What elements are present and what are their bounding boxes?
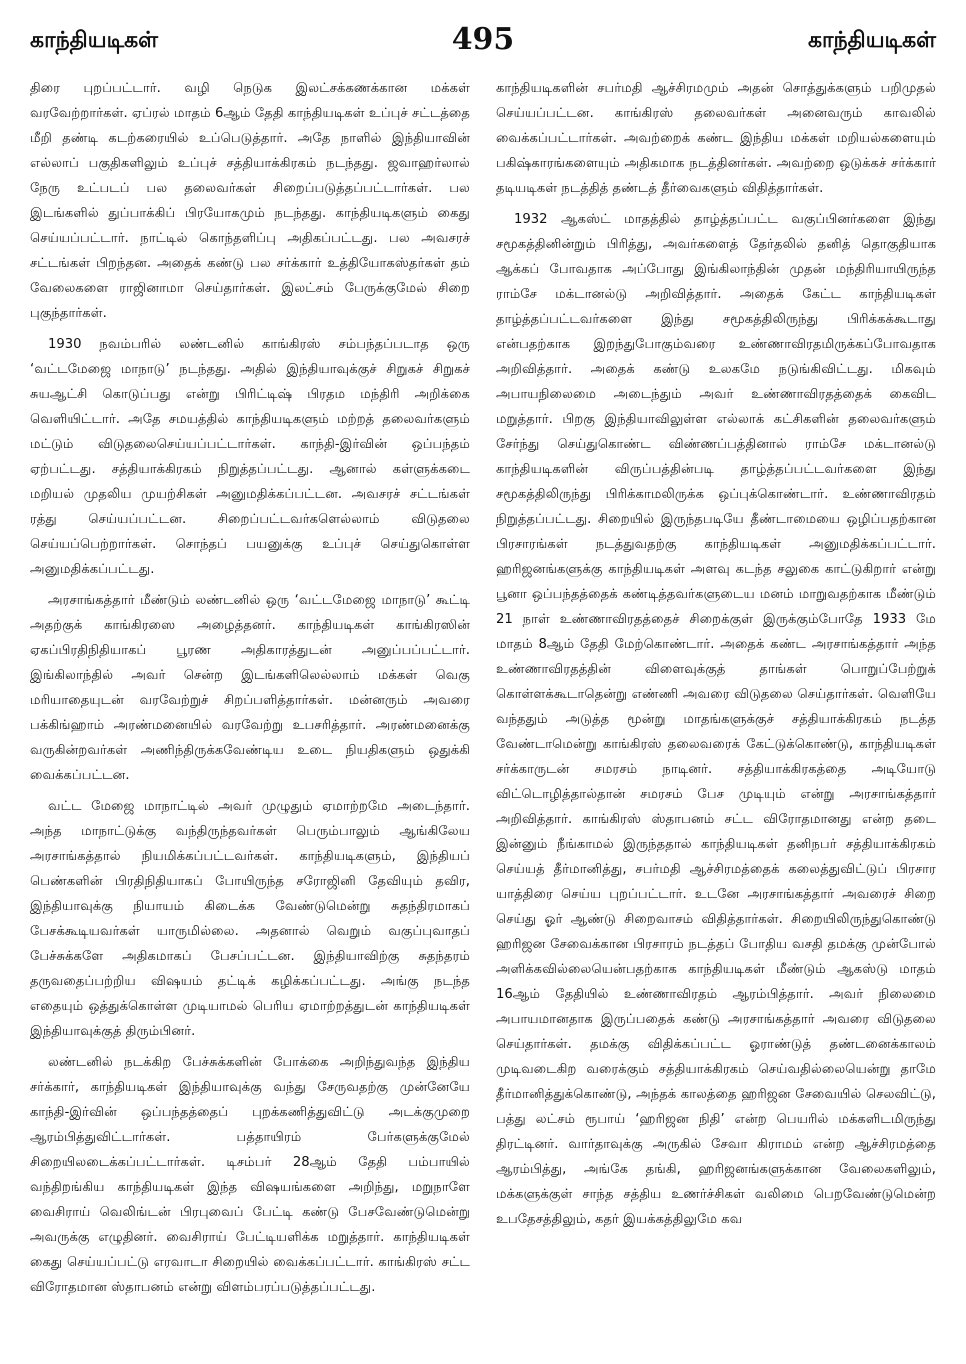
paragraph: 1930 நவம்பரில் லண்டனில் காங்கிரஸ் சம்பந்தப்படாத ஒரு ‘வட்டமேஜை மாநாடு’ நடந்தது. அதில் இந்தியாவுக்குச் சிறுகச் சிறுகச் சுயஆட்சி கொடுப்பது என்று பிரிட்டிஷ் பிரதம மந்திரி அறிக்கை வெளியிட்டார். அதே சமயத்தில் காந்தியடிகளும் மற்றத் தலைவர்களும் மட்டும் விடுதலைசெய்யப்பட்டார்கள். காந்தி-இர்வின் ஒப்பந்தம் ஏற்பட்டது. சத்தியாக்கிரகம் நிறுத்தப்பட்டது. ஆனால் கள்ளுக்கடை மறியல் முதலிய முயற்சிகள் அனுமதிக்கப்பட்டன. அவசரச் சட்டங்கள் ரத்து செய்யப்பட்டன. சிறைப்பட்டவர்களெல்லாம் விடுதலை செய்யப்பெற்றார்கள். சொந்தப் பயனுக்கு உப்புச் செய்துகொள்ள அனுமதிக்கப்பட்டது. xyxy=(30,337,470,577)
paragraph: அரசாங்கத்தார் மீண்டும் லண்டனில் ஒரு ‘வட்டமேஜை மாநாடு’ கூட்டி அதற்குக் காங்கிரஸை அழைத்தனர். காந்தியடிகள் காங்கிரஸின் ஏகப்பிரதிநிதியாகப் பூரண அதிகாரத்துடன் அனுப்பப்பட்டார். இங்கிலாந்தில் அவர் சென்ற இடங்களிலெல்லாம் மக்கள் வெகு மரியாதையுடன் வரவேற்றுச் சிறப்பளித்தார்கள். மன்னரும் அவரை பக்கிங்ஹாம் அரண்மனையில் வரவேற்று உபசரித்தார். அரண்மனைக்கு வருகின்றவர்கள் அணிந்திருக்கவேண்டிய உடை நியதிகளும் ஒதுக்கி வைக்கப்பட்டன. xyxy=(30,593,470,783)
page-number: 495 xyxy=(451,22,515,57)
paragraph: வட்ட மேஜை மாநாட்டில் அவர் முழுதும் ஏமாற்றமே அடைந்தார். அந்த மாநாட்டுக்கு வந்திருந்தவர்கள் பெரும்பாலும் ஆங்கிலேய அரசாங்கத்தால் நியமிக்கப்பட்டவர்கள். காந்தியடிகளும், இந்தியப் பெண்களின் பிரதிநிதியாகப் போயிருந்த சரோஜினி தேவியும் தவிர, இந்தியாவுக்கு நியாயம் கிடைக்க வேண்டுமென்று சுதந்திரமாகப் பேசக்கூடியவர்கள் யாருமில்லை. அதனால் வெறும் வகுப்புவாதப் பேச்சுக்களே அதிகமாகப் பேசப்பட்டன. இந்தியாவிற்கு சுதந்தரம் தருவதைப்பற்றிய விஷயம் தட்டிக் கழிக்கப்பட்டது. அங்கு நடந்த எதையும் ஒத்துக்கொள்ள முடியாமல் பெரிய ஏமாற்றத்துடன் காந்தியடிகள் இந்தியாவுக்குத் திரும்பினர். xyxy=(30,799,470,1039)
running-title-right: காந்தியடிகள் xyxy=(807,28,936,53)
paragraph: காந்தியடிகளின் சபர்மதி ஆச்சிரமமும் அதன் சொத்துக்களும் பறிமுதல் செய்யப்பட்டன. காங்கிரஸ் தலைவர்கள் அனைவரும் காவலில் வைக்கப்பட்டார்கள். அவற்றைக் கண்ட இந்திய மக்கள் மறியல்களையும் பகிஷ்காரங்களையும் அதிகமாக நடத்தினர்கள். அவற்றை ஒடுக்கச் சர்க்கார் தடியடிகள் நடத்தித் தண்டத் தீர்வைகளும் விதித்தார்கள். xyxy=(496,81,936,196)
page-header xyxy=(30,22,936,68)
right-column xyxy=(480,76,936,1364)
left-column xyxy=(30,76,480,1364)
paragraph: திரை புறப்பட்டார். வழி நெடுக இலட்சக்கணக்கான மக்கள் வரவேற்றார்கள். ஏப்ரல் மாதம் 6ஆம் தேதி காந்தியடிகள் உப்புச் சட்டத்தை மீறி தண்டி கடற்கரையில் உப்பெடுத்தார். அதே நாளில் இந்தியாவின் எல்லாப் பகுதிகளிலும் உப்புச் சத்தியாக்கிரகம் நடந்தது. ஜவாஹர்லால் நேரு உட்படப் பல தலைவர்கள் சிறைப்படுத்தப்பட்டார்கள். பல இடங்களில் துப்பாக்கிப் பிரயோகமும் நடந்தது. காந்தியடிகளும் கைது செய்யப்பட்டார். நாட்டில் கொந்தளிப்பு அதிகப்பட்டது. பல அவசரச் சட்டங்கள் பிறந்தன. அதைக் கண்டு பல சர்க்கார் உத்தியோகஸ்தர்கள் தம் வேலைகளை ராஜினாமா செய்தார்கள். இலட்சம் பேருக்குமேல் சிறை புகுந்தார்கள். xyxy=(30,81,470,321)
running-title-left: காந்தியடிகள் xyxy=(30,28,159,53)
paragraph: 1932 ஆகஸ்ட் மாதத்தில் தாழ்த்தப்பட்ட வகுப்பினர்களை இந்து சமூகத்தினின்றும் பிரித்து, அவர்களைத் தேர்தலில் தனித் தொகுதியாக ஆக்கப் போவதாக அப்போது இங்கிலாந்தின் முதன் மந்திரியாயிருந்த ராம்சே மக்டானல்டு அறிவித்தார். அதைக் கேட்ட காந்தியடிகள் தாழ்த்தப்பட்டவர்களை இந்து சமூகத்திலிருந்து பிரிக்கக்கூடாது என்பதற்காக இறந்துபோகும்வரை உண்ணாவிரதமிருக்கப்போவதாக அறிவித்தார். அதைக் கண்டு உலகமே நடுங்கிவிட்டது. மிகவும் அபாயநிலைமை அடைந்தும் அவர் உண்ணாவிரதத்தைக் கைவிட மறுத்தார். பிறகு இந்தியாவிலுள்ள எல்லாக் கட்சிகளின் தலைவர்களும் சேர்ந்து செய்துகொண்ட விண்ணப்பத்தினால் ராம்சே மக்டானல்டு காந்தியடிகளின் விருப்பத்தின்படி தாழ்த்தப்பட்டவர்களை இந்து சமூகத்திலிருந்து பிரிக்காமலிருக்க ஒப்புக்கொண்டார். உண்ணாவிரதம் நிறுத்தப்பட்டது. சிறையில் இருந்தபடியே தீண்டாமையை ஒழிப்பதற்கான பிரசாரங்கள் நடத்துவதற்கு காந்தியடிகள் அனுமதிக்கப்பட்டார். ஹரிஜனங்களுக்கு காந்தியடிகள் அளவு கடந்த சலுகை காட்டுகிறார் என்று பூனா ஒப்பந்தத்தைக் கண்டித்தவர்களுடைய மனம் மாறுவதற்காக மீண்டும் 21 நாள் உண்ணாவிரதத்தைச் சிறைக்குள் இருக்கும்போதே 1933 மே மாதம் 8ஆம் தேதி மேற்கொண்டார். அதைக் கண்ட அரசாங்கத்தார் அந்த உண்ணாவிரதத்தின் விளைவுக்குத் தாங்கள் பொறுப்பேற்றுக் கொள்ளக்கூடாதென்று எண்ணி அவரை விடுதலை செய்தார்கள். வெளியே வந்ததும் அடுத்த மூன்று மாதங்களுக்குச் சத்தியாக்கிரகம் நடத்த வேண்டாமென்று காங்கிரஸ் தலைவரைக் கேட்டுக்கொண்டு, காந்தியடிகள் சர்க்காருடன் சமரசம் நாடினர். சத்தியாக்கிரகத்தை அடியோடு விட்டொழித்தால்தான் சமரசம் பேச முடியும் என்று அரசாங்கத்தார் அறிவித்தார். காங்கிரஸ் ஸ்தாபனம் சட்ட விரோதமானது என்ற தடை இன்னும் நீங்காமல் இருந்ததால் காந்தியடிகள் தனிநபர் சத்தியாக்கிரகம் செய்யத் தீர்மானித்து, சபர்மதி ஆச்சிரமத்தைக் கலைத்துவிட்டுப் பிரசார யாத்திரை செய்ய புறப்பட்டார். உடனே அரசாங்கத்தார் அவரைச் சிறை செய்து ஓர் ஆண்டு சிறைவாசம் விதித்தார்கள். சிறையிலிருந்துகொண்டு ஹரிஜன சேவைக்கான பிரசாரம் நடத்தப் போதிய வசதி தமக்கு முன்போல் அளிக்கவில்லையென்பதற்காக காந்தியடிகள் மீண்டும் ஆகஸ்டு மாதம் 16ஆம் தேதியில் உண்ணாவிரதம் ஆரம்பித்தார். அவர் நிலைமை அபாயமானதாக இருப்பதைக் கண்டு அரசாங்கத்தார் அவரை விடுதலை செய்தார்கள். தமக்கு விதிக்கப்பட்ட ஓராண்டுத் தண்டனைக்காலம் முடிவடைகிற வரைக்கும் சத்தியாக்கிரகம் செய்வதில்லையென்று தாமே தீர்மானித்துக்கொண்டு, அந்தக் காலத்தை ஹரிஜன சேவையில் செலவிட்டு, பத்து லட்சம் ரூபாய் ‘ஹரிஜன நிதி’ என்ற பெயரில் மக்களிடமிருந்து திரட்டினர். வார்தாவுக்கு அருகில் சேவா கிராமம் என்ற ஆச்சிரமத்தை ஆரம்பித்து, அங்கே தங்கி, ஹரிஜனங்களுக்கான வேலைகளிலும், மக்களுக்குள் சாந்த சத்திய உணர்ச்சிகள் வலிமை பெறவேண்டுமென்ற உபதேசத்திலும், கதர் இயக்கத்திலுமே கவ xyxy=(496,212,936,1227)
paragraph: லண்டனில் நடக்கிற பேச்சுக்களின் போக்கை அறிந்துவந்த இந்திய சர்க்கார், காந்தியடிகள் இந்தியாவுக்கு வந்து சேருவதற்கு முன்னேயே காந்தி-இர்வின் ஒப்பந்தத்தைப் புறக்கணித்துவிட்டு அடக்குமுறை ஆரம்பித்துவிட்டார்கள். பத்தாயிரம் பேர்களுக்குமேல் சிறையிலடைக்கப்பட்டார்கள். டிசம்பர் 28ஆம் தேதி பம்பாயில் வந்திறங்கிய காந்தியடிகள் இந்த விஷயங்களை அறிந்து, மறுநாளே வைசிராய் வெலிங்டன் பிரபுவைப் பேட்டி கண்டு பேசவேண்டுமென்று அவருக்கு எழுதினர். வைசிராய் பேட்டியளிக்க மறுத்தார். காந்தியடிகள் கைது செய்யப்பட்டு எரவாடா சிறையில் வைக்கப்பட்டார். காங்கிரஸ் சட்ட விரோதமான ஸ்தாபனம் என்று விளம்பரப்படுத்தப்பட்டது. xyxy=(30,1055,470,1295)
text-columns xyxy=(30,76,936,1364)
